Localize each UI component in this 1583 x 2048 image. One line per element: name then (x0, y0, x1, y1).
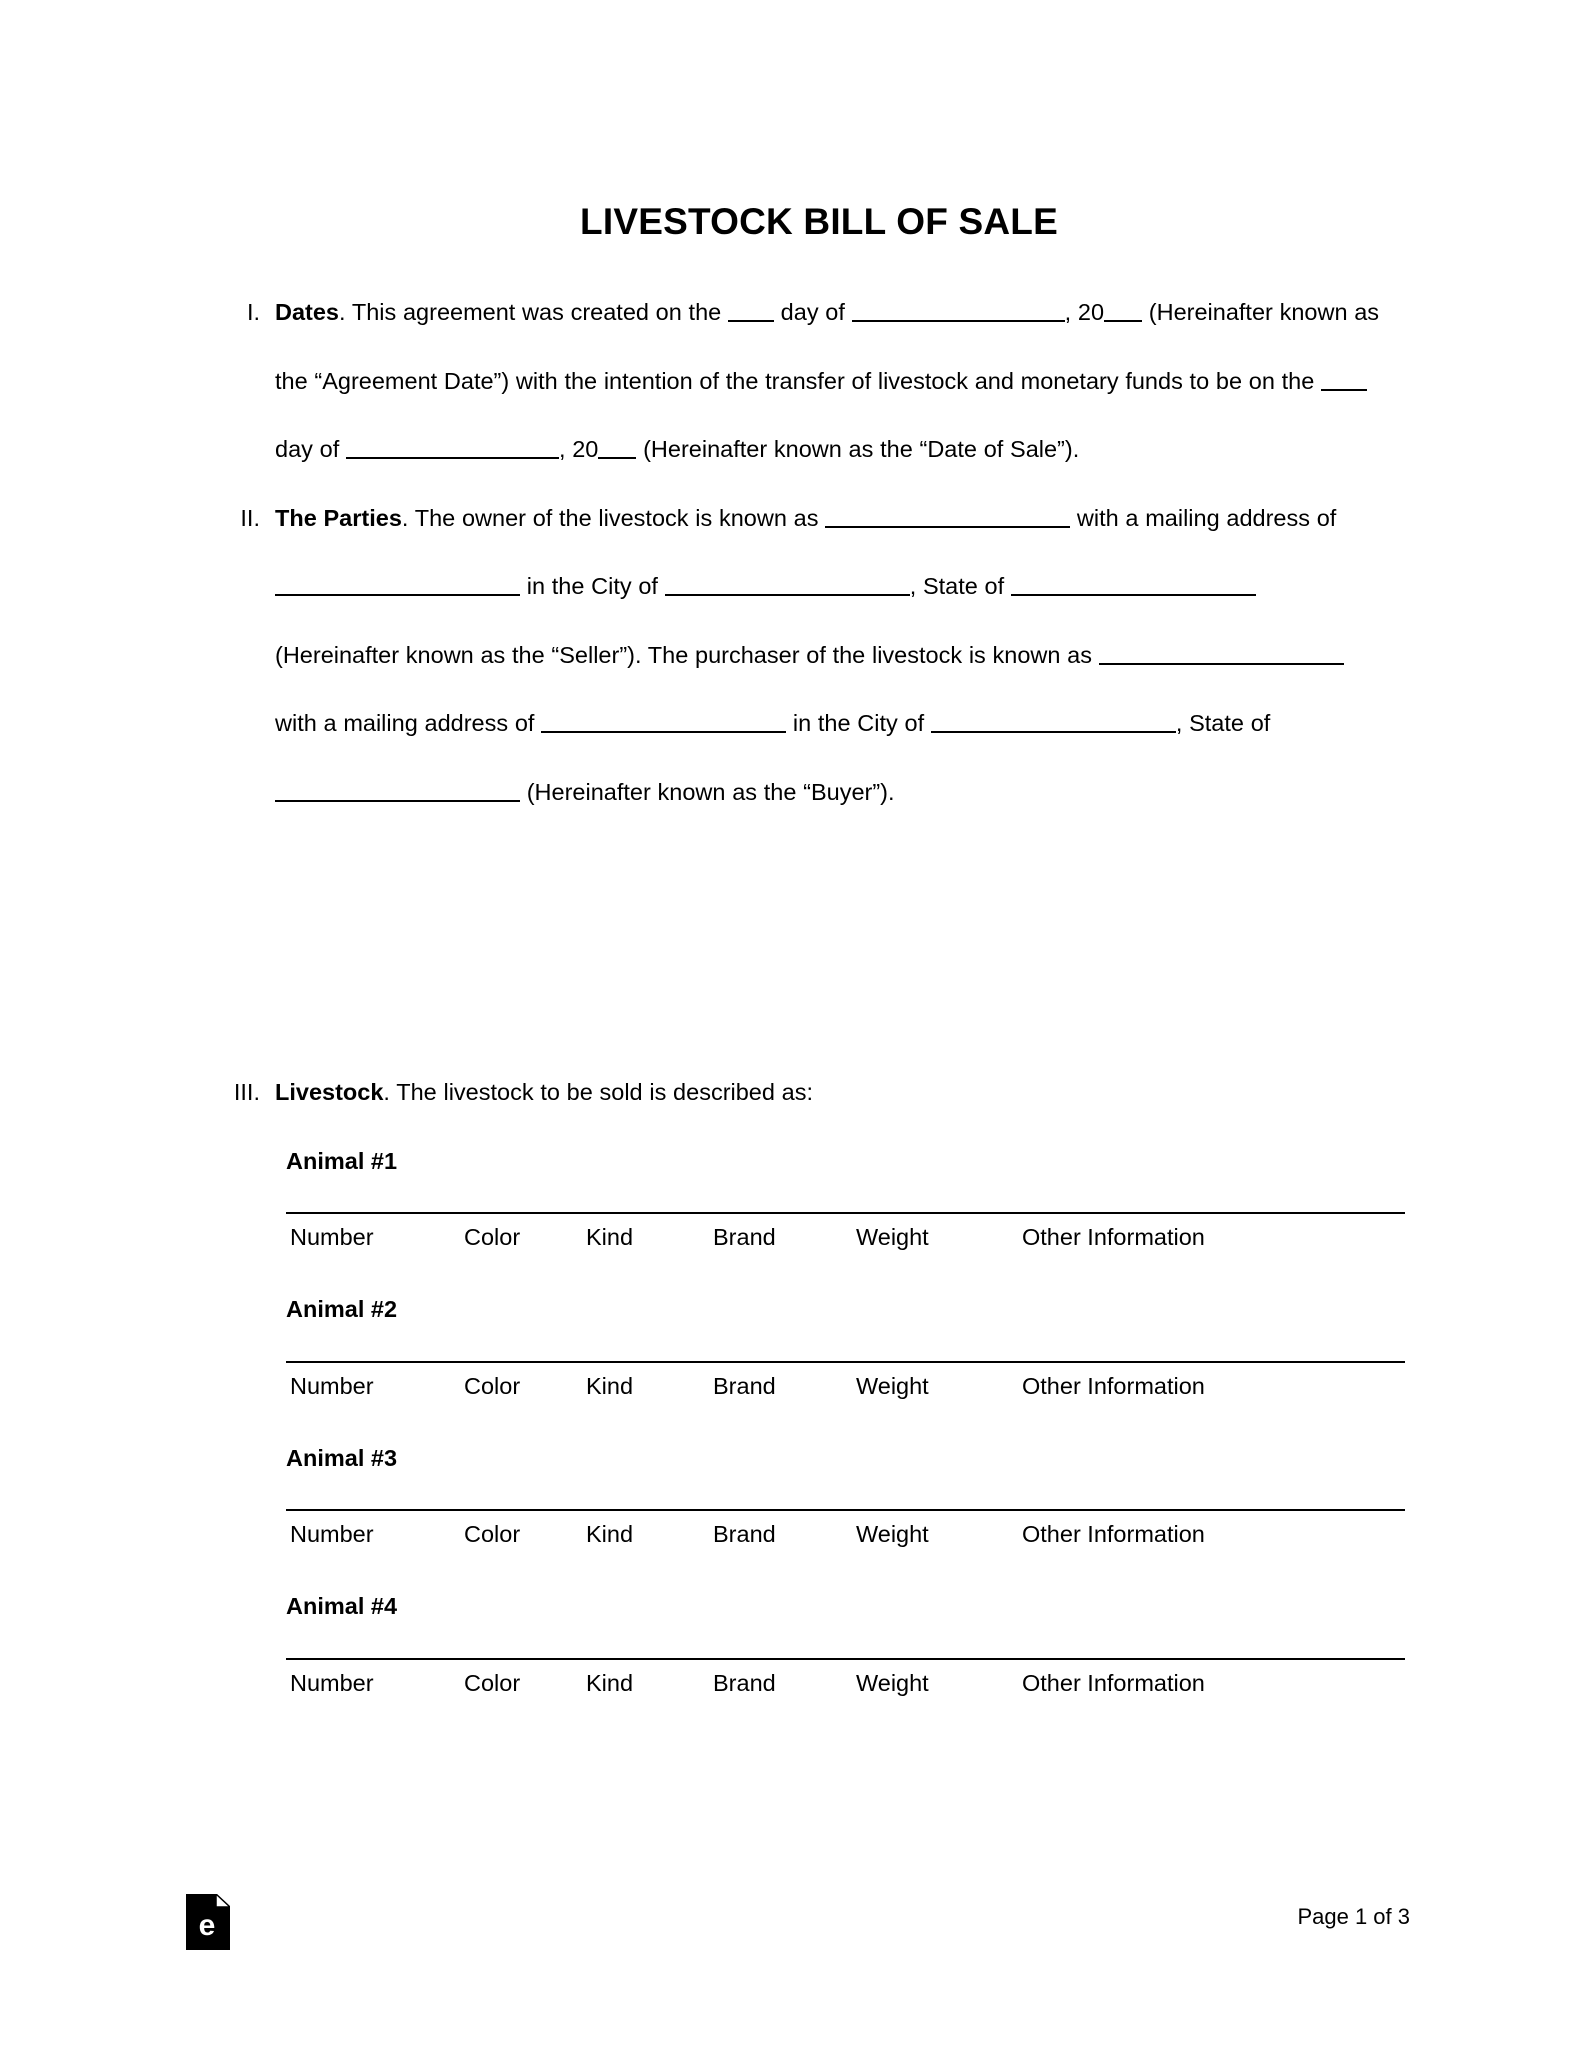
clause-run-3-0: . The livestock to be sold is described as: (383, 1079, 814, 1105)
column-header-other-information: Other Information (1018, 1510, 1405, 1551)
blank-agreement-day[interactable] (728, 300, 774, 322)
column-header-number: Number (286, 1659, 460, 1700)
column-header-brand: Brand (709, 1362, 852, 1403)
column-header-other-information: Other Information (1018, 1213, 1405, 1254)
column-header-other-information: Other Information (1018, 1659, 1405, 1700)
animal-table-2 (286, 1361, 1405, 1403)
column-header-color: Color (460, 1510, 582, 1551)
clause-parties (200, 484, 1385, 827)
clause-run-2-1: with a mailing address of (1070, 504, 1337, 531)
column-header-color: Color (460, 1213, 582, 1254)
clause-run-2-4: (Hereinafter known as the “Seller”). The purchaser of the livestock is known as (275, 641, 1099, 668)
table-row (286, 1362, 1405, 1403)
clause-heading-livestock: Livestock (275, 1079, 384, 1105)
animal-block-3 (286, 1424, 1381, 1552)
blank-seller-name[interactable] (825, 506, 1070, 528)
column-header-brand: Brand (709, 1213, 852, 1254)
blank-agreement-month[interactable] (852, 300, 1065, 322)
document-body (200, 278, 1385, 826)
blank-seller-state[interactable] (1011, 574, 1256, 596)
clause-run-2-7: , State of (1175, 710, 1271, 736)
column-header-other-information: Other Information (1018, 1362, 1405, 1403)
blank-buyer-address[interactable] (541, 711, 786, 733)
column-header-brand: Brand (709, 1510, 852, 1551)
clause-run-1-0: . This agreement was created on the (339, 299, 728, 325)
animal-block-2 (286, 1275, 1381, 1403)
column-header-number: Number (286, 1510, 460, 1551)
clause-numeral-2: II. (240, 504, 260, 531)
animal-block-4 (286, 1572, 1381, 1700)
clause-run-2-5: with a mailing address of (275, 710, 542, 736)
blank-seller-address[interactable] (275, 574, 520, 596)
animal-table-4 (286, 1658, 1405, 1700)
clause-run-1-6: (Hereinafter known as the “Date of Sale”). (636, 436, 1080, 462)
column-header-kind: Kind (582, 1659, 709, 1700)
column-header-kind: Kind (582, 1362, 709, 1403)
blank-sale-month[interactable] (346, 437, 559, 459)
column-header-weight: Weight (852, 1659, 1018, 1700)
clause-run-2-6: in the City of (786, 710, 931, 736)
blank-sale-day[interactable] (1321, 369, 1367, 391)
column-header-brand: Brand (709, 1659, 852, 1700)
blank-buyer-name[interactable] (1099, 643, 1344, 665)
clause-text-dates (275, 278, 1385, 484)
column-header-color: Color (460, 1659, 582, 1700)
clause-dates (200, 278, 1385, 484)
clause-heading-parties: The Parties (275, 504, 402, 531)
clause-numeral-1: I. (246, 299, 260, 325)
column-header-kind: Kind (582, 1213, 709, 1254)
clause-run-1-3: (Hereinafter known as the “Agreement Date”) with the intention of the transfer of livestock and monetary funds to be on the (275, 299, 1380, 394)
spacer (200, 1403, 1385, 1424)
column-header-weight: Weight (852, 1510, 1018, 1551)
clause-text-livestock (275, 1058, 1385, 1127)
clause-run-2-0: . The owner of the livestock is known as (401, 504, 826, 531)
eforms-logo-icon[interactable] (186, 1894, 230, 1950)
page-title: LIVESTOCK BILL OF SALE (580, 200, 1058, 242)
table-row (286, 1213, 1405, 1254)
clause-run-2-3: , State of (909, 573, 1011, 599)
clause-heading-dates: Dates (275, 299, 340, 325)
spacer (200, 1551, 1385, 1572)
svg-text:e: e (198, 1909, 216, 1942)
animal-table-3 (286, 1509, 1405, 1551)
animal-label-4: Animal #4 (286, 1593, 398, 1619)
column-header-color: Color (460, 1362, 582, 1403)
clause-run-1-5: , 20 (558, 436, 599, 462)
clause-run-1-4: day of (275, 436, 346, 462)
column-header-number: Number (286, 1362, 460, 1403)
blank-seller-city[interactable] (665, 574, 910, 596)
page-number: Page 1 of 3 (1297, 1904, 1410, 1929)
blank-buyer-city[interactable] (931, 711, 1176, 733)
clause-run-1-2: , 20 (1064, 299, 1105, 325)
livestock-section (200, 1058, 1385, 1700)
column-header-weight: Weight (852, 1213, 1018, 1254)
column-header-kind: Kind (582, 1510, 709, 1551)
blank-buyer-state[interactable] (275, 780, 520, 802)
table-row (286, 1510, 1405, 1551)
animal-label-2: Animal #2 (286, 1296, 398, 1322)
clause-livestock (200, 1058, 1385, 1127)
clause-run-2-8: (Hereinafter known as the “Buyer”). (520, 778, 895, 805)
clause-numeral-3: III. (233, 1079, 260, 1105)
animal-label-1: Animal #1 (286, 1147, 398, 1174)
clause-run-2-2: in the City of (520, 573, 665, 599)
clause-text-parties (275, 484, 1385, 827)
blank-sale-year[interactable] (598, 437, 636, 459)
spacer (200, 1254, 1385, 1275)
column-header-number: Number (286, 1213, 460, 1254)
clause-run-1-1: day of (773, 299, 852, 325)
blank-agreement-year[interactable] (1104, 300, 1142, 322)
animal-label-3: Animal #3 (286, 1444, 398, 1471)
animal-block-1 (286, 1127, 1381, 1255)
table-row (286, 1659, 1405, 1700)
column-header-weight: Weight (852, 1362, 1018, 1403)
animal-table-1 (286, 1212, 1405, 1254)
